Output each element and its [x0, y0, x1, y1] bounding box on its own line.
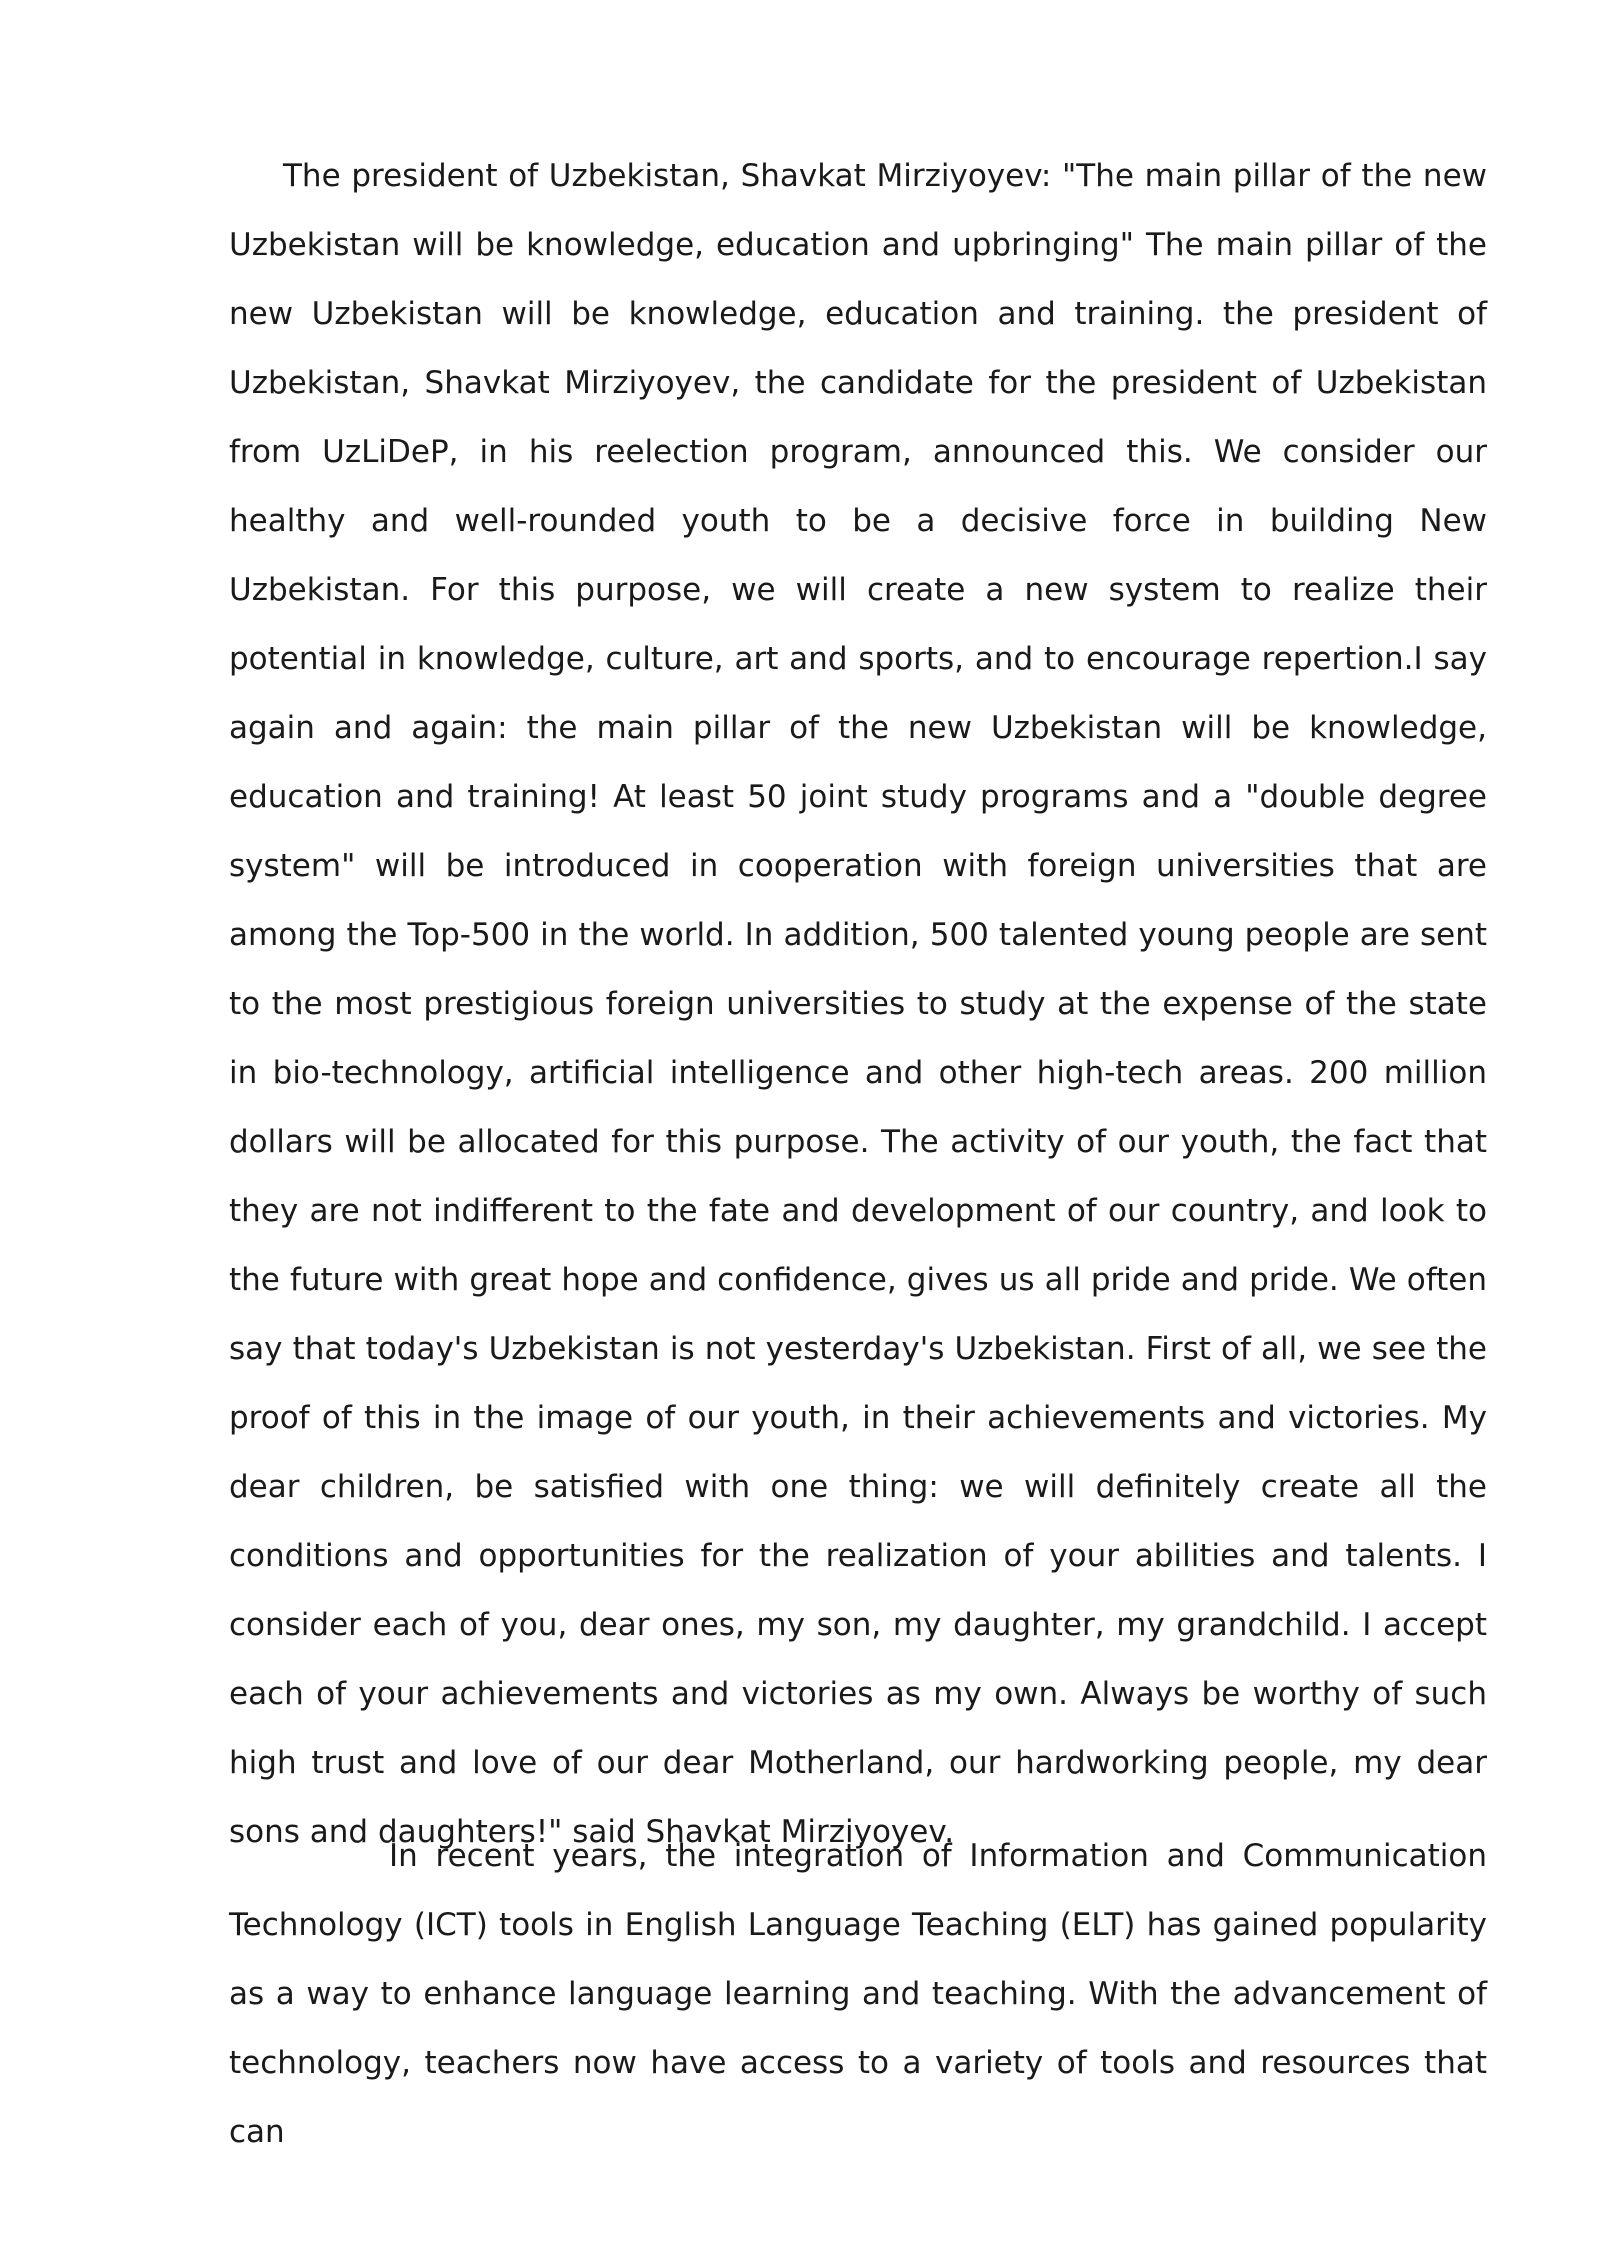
body-paragraph-2: In recent years, the integration of Information and Communication Technology (ICT) tools in English Language Teaching (ELT) has gained popularity as a way to enhance language learning and teaching. With the advancement of technology, teachers now have access to a variety of tools and resources that can: [229, 1838, 1487, 2150]
body-paragraph-1: The president of Uzbekistan, Shavkat Mirziyoyev: "The main pillar of the new Uzbekistan will be knowledge, education and upbringing" The main pillar of the new Uzbekistan will be knowledge, education and training. the president of Uzbekistan, Shavkat Mirziyoyev, the candidate for the president of Uzbekistan from UzLiDeP, in his reelection program, announced this. We consider our healthy and well-rounded youth to be a decisive force in building New Uzbekistan. For this purpose, we will create a new system to realize their potential in knowledge, culture, art and sports, and to encourage repertion.I say again and again: the main pillar of the new Uzbekistan will be knowledge, education and training! At least 50 joint study programs and a "double degree system" will be introduced in cooperation with foreign universities that are among the Top-500 in the world. In addition, 500 talented young people are sent to the most prestigious foreign universities to study at the expense of the state in bio-technology, artificial intelligence and other high-tech areas. 200 million dollars will be allocated for this purpose. The activity of our youth, the fact that they are not indifferent to the fate and development of our country, and look to the future with great hope and confidence, gives us all pride and pride. We often say that today's Uzbekistan is not yesterday's Uzbekistan. First of all, we see the proof of this in the image of our youth, in their achievements and victories. My dear children, be satisfied with one thing: we will definitely create all the conditions and opportunities for the realization of your abilities and talents. I consider each of you, dear ones, my son, my daughter, my grandchild. I accept each of your achievements and victories as my own. Always be worthy of such high trust and love of our dear Motherland, our hardworking people, my dear sons and daughters!" said Shavkat Mirziyoyev.: [229, 158, 1487, 1850]
